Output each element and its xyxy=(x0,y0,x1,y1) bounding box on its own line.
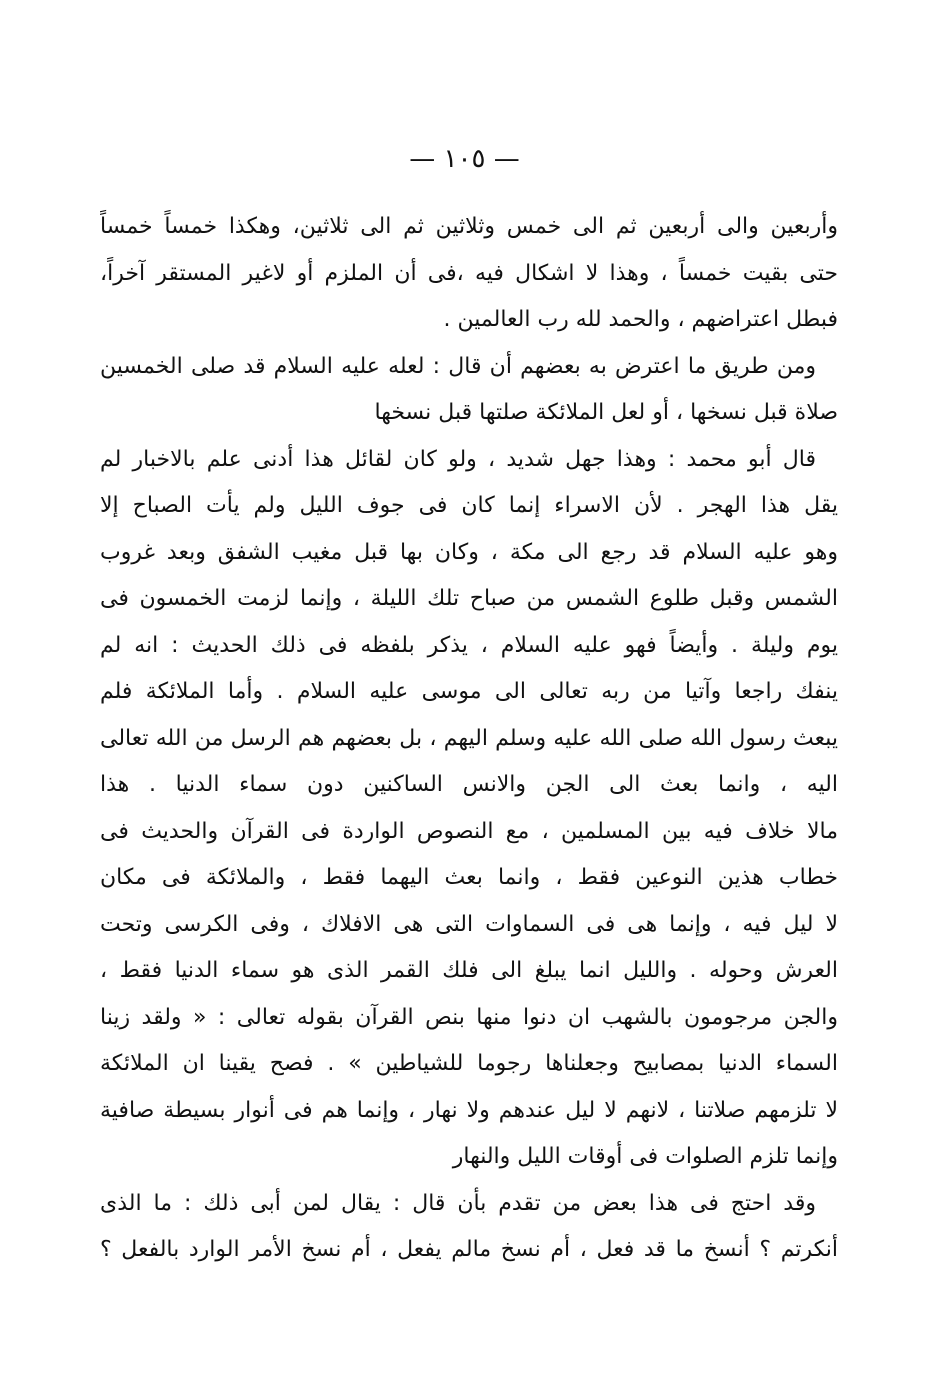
text-line: وقد احتج فى هذا بعض من تقدم بأن قال : يقال لمن أبى ذلك : ما الذى xyxy=(100,1190,816,1216)
page-number: — ١٠٥ — xyxy=(409,144,520,174)
text-line: اليه ، وانما بعث الى الجن والانس الساكنين دون سماء الدنيا . هذا xyxy=(100,772,838,797)
text-line: أنكرتم ؟ أنسخ ما قد فعل ، أم نسخ مالم يفعل ، أم نسخ الأمر الوارد بالفعل ؟ xyxy=(100,1237,838,1262)
body-text xyxy=(100,204,838,1274)
text-line: يقل هذا الهجر . لأن الاسراء إنما كان فى جوف الليل ولم يأت الصباح إلا xyxy=(100,493,838,518)
text-line: وإنما تلزم الصلوات فى أوقات الليل والنهار xyxy=(452,1144,838,1169)
text-line: وهو عليه السلام قد رجع الى مكة ، وكان بها قبل مغيب الشفق وبعد غروب xyxy=(100,539,838,565)
text-line: صلاة قبل نسخها ، أو لعل الملائكة صلتها قبل نسخها xyxy=(374,400,838,425)
text-line: يوم وليلة . وأيضاً فهو عليه السلام ، يذكر بلفظه فى ذلك الحديث : انه لم xyxy=(100,632,838,658)
text-line: ينفك راجعا وآتيا من ربه تعالى الى موسى عليه السلام . وأما الملائكة فلم xyxy=(100,679,838,704)
text-line: الشمس وقبل طلوع الشمس من صباح تلك الليلة ، وإنما لزمت الخمسون فى xyxy=(100,586,838,611)
text-line: والجن مرجومون بالشهب ان دنوا منها بنص القرآن بقوله تعالى : « ولقد زينا xyxy=(100,1004,838,1030)
text-line: فبطل اعتراضهم ، والحمد لله رب العالمين . xyxy=(443,307,838,332)
text-line: السماء الدنيا بمصابيح وجعلناها رجوما للشياطين » . فصح يقينا ان الملائكة xyxy=(100,1051,838,1076)
text-line: مالا خلاف فيه بين المسلمين ، مع النصوص الواردة فى القرآن والحديث فى xyxy=(100,818,838,844)
text-line: حتى بقيت خمساً ، وهذا لا اشكال فيه ،فى أن الملزم أو لاغير المستقر آخراً، xyxy=(100,260,838,286)
text-line: لا تلزمهم صلاتنا ، لانهم لا ليل عندهم ولا نهار ، وإنما هم فى أنوار بسيطة صافية xyxy=(100,1097,838,1123)
text-line: لا ليل فيه ، وإنما هى فى السماوات التى هى الافلاك ، وفى الكرسى وتحت xyxy=(100,911,838,937)
text-line: يبعث رسول الله صلى الله عليه وسلم اليهم ، بل بعضهم هم الرسل من الله تعالى xyxy=(100,725,838,751)
text-line: وأربعين والى أربعين ثم الى خمس وثلاثين ثم الى ثلاثين، وهكذا خمساً خمساً xyxy=(100,214,838,239)
text-line: خطاب هذين النوعين فقط ، وانما بعث اليهما فقط ، والملائكة فى مكان xyxy=(100,865,838,890)
text-line: قال أبو محمد : وهذا جهل شديد ، ولو كان لقائل هذا أدنى علم بالاخبار لم xyxy=(100,446,816,472)
text-line: العرش وحوله . والليل انما يبلغ الى فلك القمر الذى هو سماء الدنيا فقط ، xyxy=(100,958,838,983)
text-line: ومن طريق ما اعترض به بعضهم أن قال : لعله عليه السلام قد صلى الخمسين xyxy=(100,353,816,379)
